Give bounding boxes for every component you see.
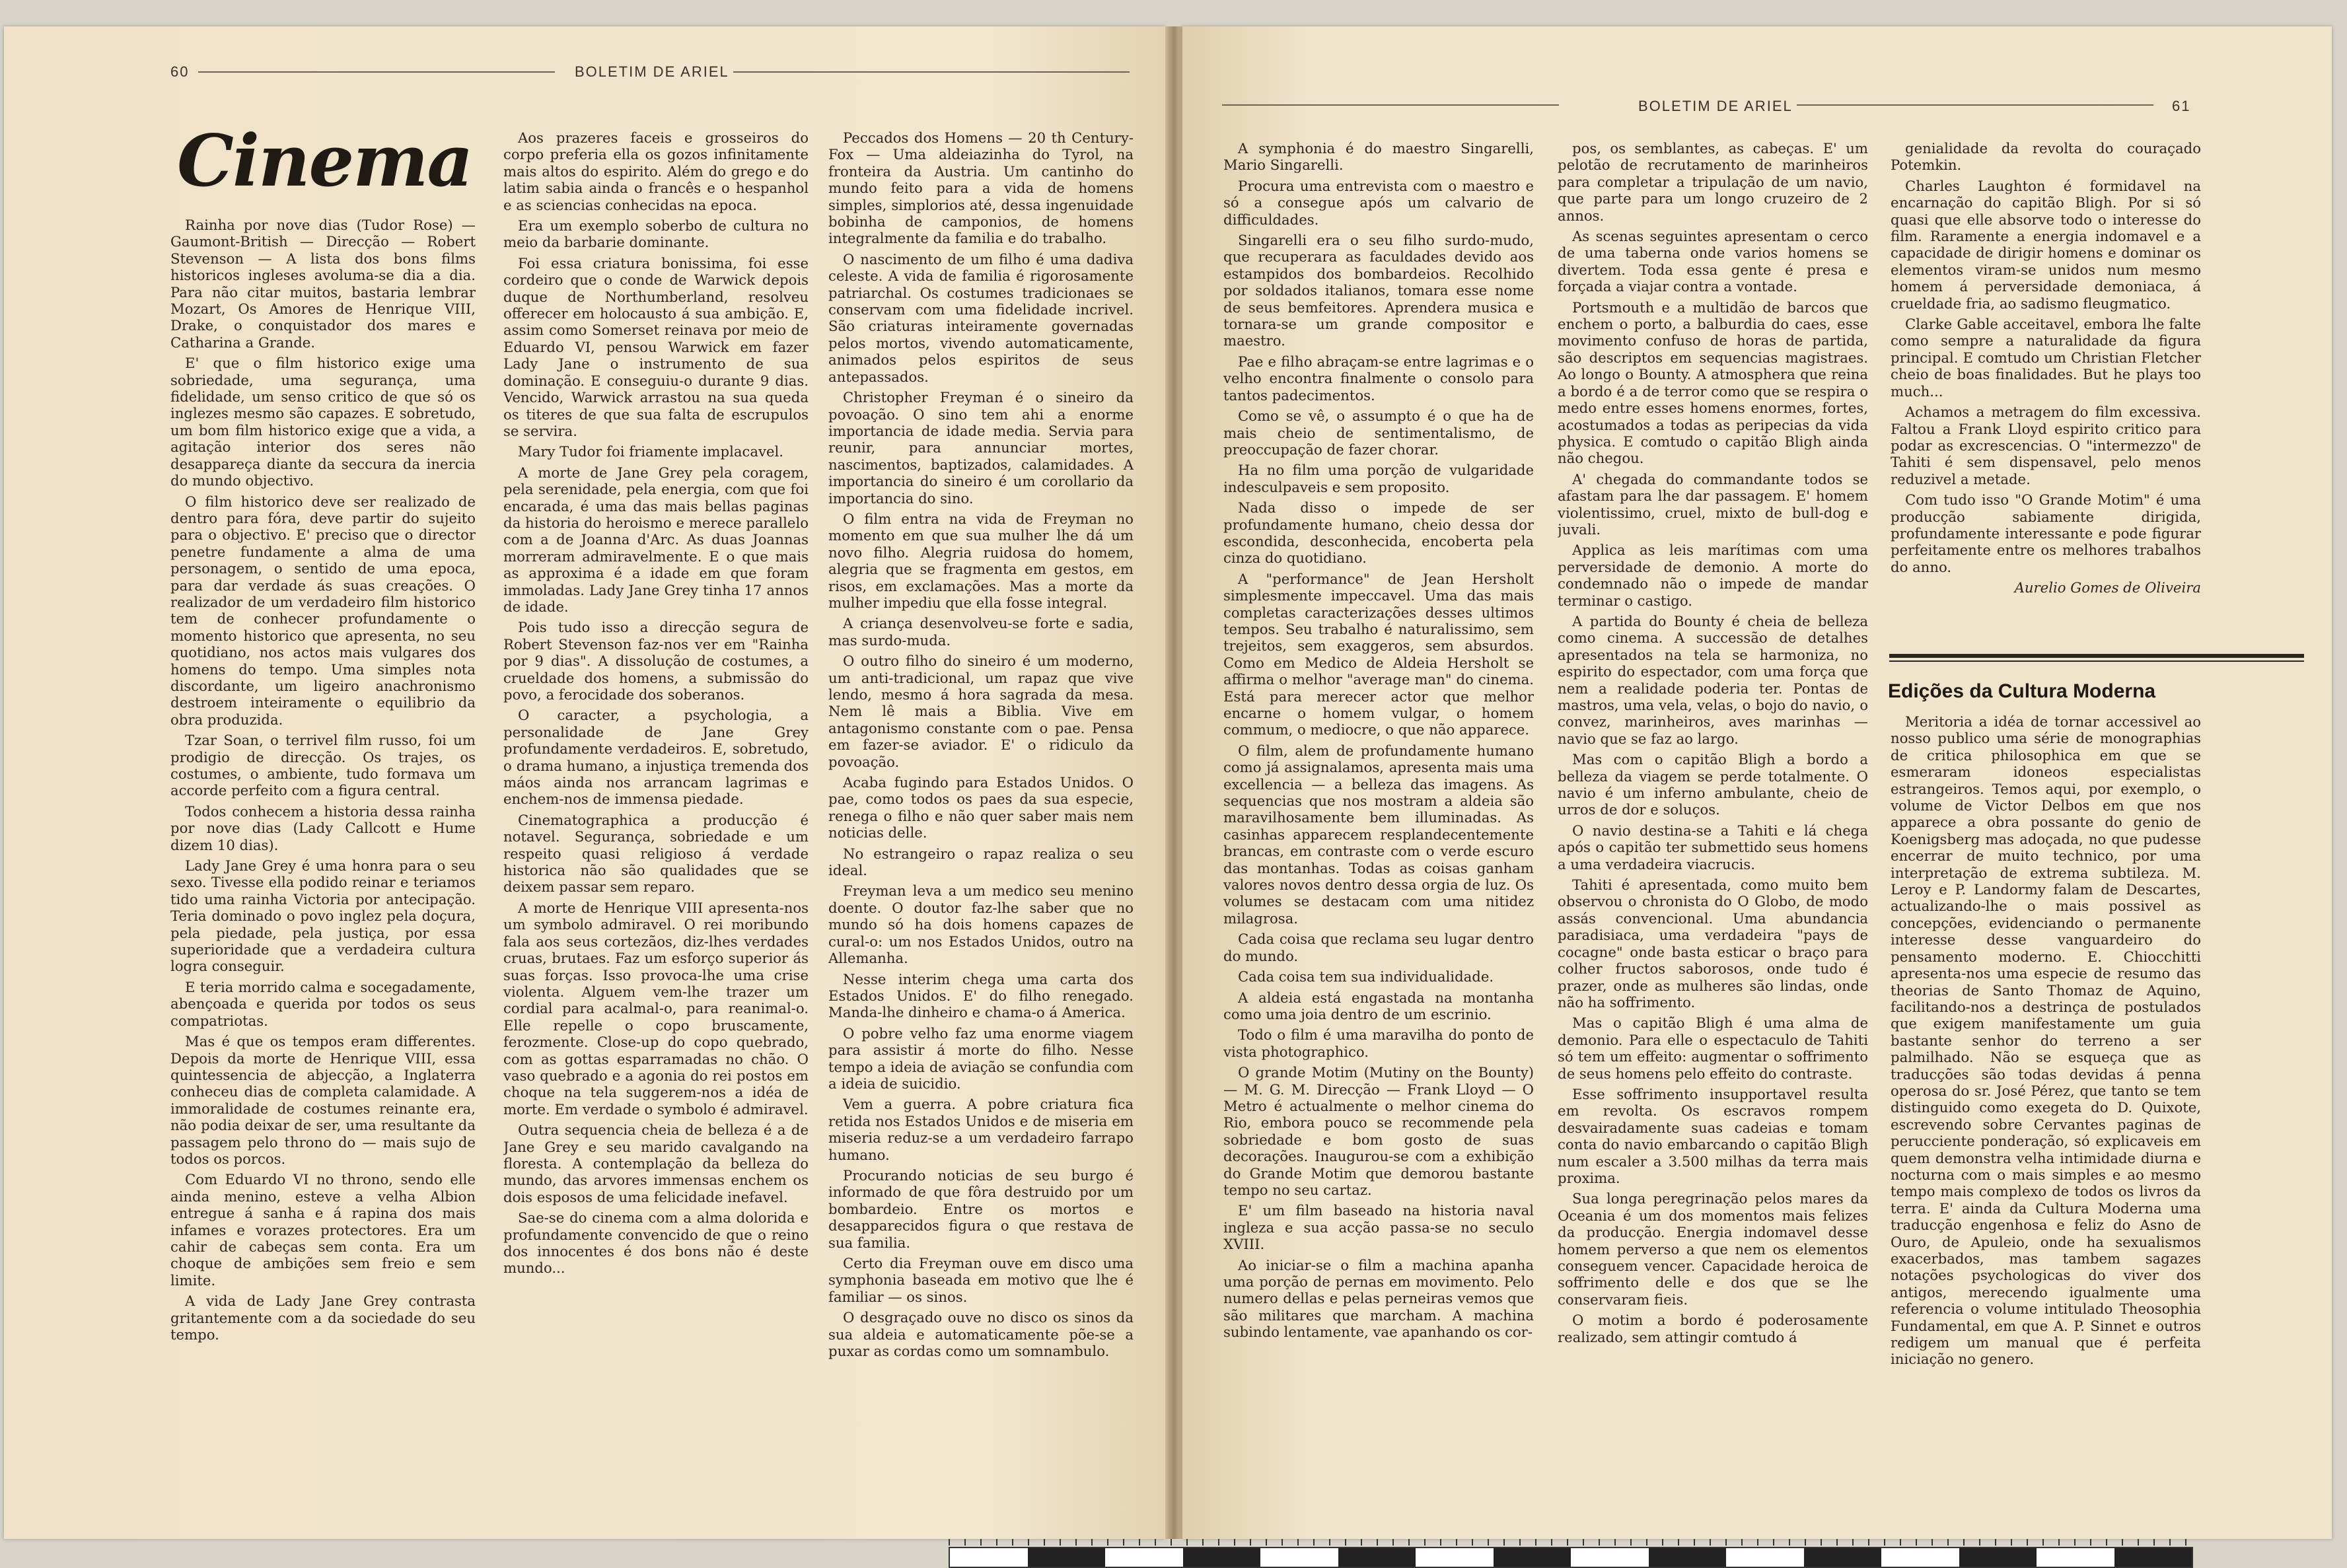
left-header-rule-b [733, 71, 1130, 73]
left-col2-paragraph: Sae-se do cinema com a alma dolorida e profundamente convencido de que o reino dos innocentes é dos bons não é deste mundo... [503, 1209, 809, 1277]
right-col2-paragraph: Mas o capitão Bligh é uma alma de demonio. Para elle o espectaculo de Tahiti só tem um effeito: augmentar o soffrimento de seus homens pelo effeito do contraste. [1558, 1015, 1868, 1082]
section-body [1891, 713, 2201, 1473]
right-col2-paragraph: pos, os semblantes, as cabeças. E' um pelotão de recrutamento de marinheiros para completar a tripulação de um navio, que parte para um longo cruzeiro de 2 annos. [1558, 140, 1868, 224]
right-col2-paragraph: Esse soffrimento insupportavel resulta em revolta. Os escravos rompem desvairadamente suas cadeias e tomam conta do navio embarcando o capitão Bligh num escaler a 3.500 milhas da terra mais proxima. [1558, 1085, 1868, 1186]
right-col1-paragraph: E' um film baseado na historia naval ingleza e sua acção passa-se no seculo XVIII. [1223, 1202, 1534, 1253]
left-col1-paragraph: O film historico deve ser realizado de dentro para fóra, deve partir do sujeito para o objectivo. E' preciso que o director penetre fundamente a alma de uma personagem, o sentido de uma epoca, para dar verdade ás suas creações. O realizador de um verdadeiro film historico tem de conhecer profundamente o momento historico que apresenta, no seu quotidiano, nos actos mais vulgares dos homens do tempo. Uma simples nota discordante, um ligeiro anachronismo destroem inteiramente o equilibrio da obra produzida. [170, 493, 476, 728]
right-col1-paragraph: Cada coisa tem sua individualidade. [1238, 968, 1494, 985]
left-page-number: 60 [170, 63, 190, 80]
right-col1-paragraph: A "performance" de Jean Hersholt simplesmente impeccavel. Uma das mais completas caracterizações desses ultimos tempos. Seu trabalho é naturalissimo, sem trejeitos, sem exaggeros, sem absurdos. Como em Medico de Aldeia Hersholt se affirma o melhor "average man" do cinema. Está para merecer actor que melhor encarne o homem vulgar, o homem commum, o mediocre, o que não apparece. [1223, 570, 1534, 738]
right-col1-paragraph: Todo o film é uma maravilha do ponto de vista photographico. [1223, 1026, 1534, 1060]
left-col3-paragraph: Christopher Freyman é o sineiro da povoação. O sino tem ahi a enorme importancia de idade media. Servia para reunir, para annunciar mortes, nascimentos, baptizados, calamidades. A importancia do sineiro é um corollario da importancia do sino. [828, 389, 1134, 507]
left-col1-paragraph: Com Eduardo VI no throno, sendo elle ainda menino, esteve a velha Albion entregue á sanha e á rapina dos mais infames e vorazes protectores. Era um cahir de cabeças sem conta. Era um choque de ambições sem freio e sem limite. [170, 1171, 476, 1289]
right-col1-paragraph: A aldeia está engastada na montanha como uma joia dentro de um escrinio. [1223, 989, 1534, 1022]
left-column-2 [503, 129, 809, 1419]
left-col2-paragraph: Era um exemplo soberbo de cultura no meio da barbarie dominante. [503, 217, 809, 251]
left-col2-paragraph: Foi essa criatura bonissima, foi esse cordeiro que o conde de Warwick depois duque de Northumberland, resolveu offerecer em holocausto á sua ambição. E, assim como Somerset reinava por meio de Eduardo VI, pensou Warwick em fazer Lady Jane o instrumento de sua dominação. E conseguiu-o durante 9 dias. Vencido, Warwick arrastou na sua queda os titeres de que sua falta de escrupulos se servira. [503, 254, 809, 439]
right-col1-paragraph: O grande Motim (Mutiny on the Bounty) — M. G. M. Direcção — Frank Lloyd — O Metro é actualmente o melhor cinema do Rio, embora pouco se recommende pela sobriedade e bom gosto de suas decorações. Inaugurou-se com a exhibição do Grande Motim que demorou bastante tempo no seu cartaz. [1223, 1064, 1534, 1198]
right-col2-paragraph: O navio destina-se a Tahiti e lá chega após o capitão ter submettido seus homens a uma verdadeira viacrucis. [1558, 822, 1868, 873]
left-col2-paragraph: A morte de Jane Grey pela coragem, pela serenidade, pela energia, com que foi encarada, é uma das mais bellas paginas da historia do heroismo e merece parallelo com a de Joanna d'Arc. As duas Joannas morreram admiravelmente. E o que mais as approxima é a idade em que foram immoladas. Lady Jane Grey tinha 17 annos de idade. [503, 464, 809, 615]
cinema-title: Cinema [177, 120, 472, 203]
left-col3-paragraph: O pobre velho faz uma enorme viagem para assistir á morte do filho. Nesse tempo a ideia de aviação se confundia com a ideia de suicidio. [828, 1024, 1134, 1092]
left-col3-paragraph: Certo dia Freyman ouve em disco uma symphonia baseada em motivo que lhe é familiar — os sinos. [828, 1255, 1134, 1305]
right-col1-paragraph: Ha no film uma porção de vulgaridade indesculpaveis e sem proposito. [1223, 462, 1534, 495]
right-col1-paragraph: Nada disso o impede de ser profundamente humano, cheio dessa dor escondida, desconhecida, encoberta pela cinza do quotidiano. [1223, 499, 1534, 567]
left-column-3 [828, 129, 1134, 1419]
scan-ruler [949, 1539, 2190, 1546]
left-col3-paragraph: A criança desenvolveu-se forte e sadia, mas surdo-muda. [828, 615, 1134, 649]
right-col2-paragraph: Sua longa peregrinação pelos mares da Oceania é um dos momentos mais felizes da producção. Energia indomavel desse homem perverso a que nem os elementos conseguem vencer. Capacidade heroica de soffrimento delle e dos que se lhe conservaram fieis. [1558, 1190, 1868, 1308]
right-col1-paragraph: Cada coisa que reclama seu lugar dentro do mundo. [1223, 931, 1534, 964]
scan-color-bar [949, 1547, 2193, 1568]
left-col1-paragraph: E teria morrido calma e socegadamente, abençoada e querida por todos os seus compatriotas. [170, 978, 476, 1029]
right-col2-paragraph: Tahiti é apresentada, como muito bem observou o chronista do O Globo, de modo assás convencional. Uma abundancia paradisiaca, uma verdadeira "pays de cocagne" onde basta esticar o braço para colher fructos saborosos, onde tudo é prazer, onde as mulheres são lindas, onde não ha soffrimento. [1558, 876, 1868, 1011]
right-col3-paragraph: genialidade da revolta do couraçado Potemkin. [1891, 140, 2201, 174]
right-col1-paragraph: Como se vê, o assumpto é o que ha de mais cheio de sentimentalismo, de preoccupação de fazer chorar. [1223, 408, 1534, 458]
left-running-head: BOLETIM DE ARIEL [575, 63, 729, 80]
right-col3-paragraph: Com tudo isso "O Grande Motim" é uma producção sabiamente dirigida, profundamente interessante e pode figurar perfeitamente entre os melhores trabalhos do anno. [1891, 491, 2201, 575]
right-col1-paragraph: Pae e filho abraçam-se entre lagrimas e o velho encontra finalmente o consolo para tantos padecimentos. [1223, 353, 1534, 404]
book-gutter [1165, 26, 1182, 1539]
left-col3-paragraph: O film entra na vida de Freyman no momento em que sua mulher lhe dá um novo filho. Alegria ruidosa do homem, alegria que se fragmenta em gestos, em risos, em exclamações. Mas a morte da mulher impediu que ella fosse integral. [828, 510, 1134, 611]
right-header-rule-a [1222, 104, 1559, 106]
left-col2-paragraph: O caracter, a psychologia, a personalidade de Jane Grey profundamente verdadeiros. E, sobretudo, o drama humano, a injustiça tremenda dos máos ainda nos arrancam lagrimas e enchem-nos de immensa piedade. [503, 707, 809, 808]
left-col3-paragraph: Acaba fugindo para Estados Unidos. O pae, como todos os paes da sua especie, renega o filho e não quer saber mais nem noticias delle. [828, 774, 1134, 841]
left-col1-paragraph: E' que o film historico exige uma sobriedade, uma segurança, uma fidelidade, um senso critico de que só os inglezes mesmo são capazes. E sobretudo, um bom film historico exige que a vida, a agitação interior dos seres não desappareça diante da seccura da inercia do mundo objectivo. [170, 355, 476, 489]
left-col3-paragraph: O desgraçado ouve no disco os sinos da sua aldeia e automaticamente põe-se a puxar as cordas como um somnambulo. [828, 1309, 1134, 1360]
left-col3-paragraph: Peccados dos Homens — 20 th Century-Fox — Uma aldeiazinha do Tyrol, na fronteira da Austria. Um cantinho do mundo feito para a vida de homens simples, simplorios até, dessa ingenuidade bobinha de camponios, de homens integralmente da familia e do trabalho. [828, 129, 1134, 247]
right-col1-paragraph: A symphonia é do maestro Singarelli, Mario Singarelli. [1223, 140, 1534, 174]
left-col2-paragraph: Pois tudo isso a direcção segura de Robert Stevenson faz-nos ver em "Rainha por 9 dias". A dissolução de costumes, a crueldade dos homens, a submissão do povo, a ferocidade dos soberanos. [503, 619, 809, 703]
left-col2-paragraph: A morte de Henrique VIII apresenta-nos um symbolo admiravel. O rei moribundo fala aos seus cortezãos, diz-lhes verdades cruas, brutaes. Faz um esforço superior ás suas forças. Isso provoca-lhe uma crise violenta. Alguem vem-lhe trazer um cordial para acalmal-o, para reanimal-o. Elle repelle o copo bruscamente, ferozmente. Close-up do copo quebrado, com as gottas esparramadas no chão. O vaso quebrado e a agonia do rei postos em choque na tela suggerem-nos a idéa de morte. Em verdade o symbolo é admiravel. [503, 899, 809, 1118]
right-col1-paragraph: Ao iniciar-se o film a machina apanha uma porção de pernas em movimento. Pelo numero dellas e pelas perneiras vemos que são militares que marcham. A machina subindo lentamente, vae apanhando os cor- [1223, 1256, 1534, 1341]
left-col1-paragraph: Todos conhecem a historia dessa rainha por nove dias (Lady Callcott e Hume dizem 10 dias). [170, 802, 476, 853]
right-col2-paragraph: As scenas seguintes apresentam o cerco de uma taberna onde varios homens se divertem. Toda essa gente é presa e forçada a viajar contra a vontade. [1558, 228, 1868, 295]
section-paragraph: Meritoria a idéa de tornar accessivel ao nosso publico uma série de monographias de critica philosophica em que se esmeraram idoneos especialistas estrangeiros. Temos aqui, por exemplo, o volume de Victor Delbos em que nos apparece a obra possante do genio de Koenigsberg mas adoçada, no que pudesse encerrar de muito technico, por uma interpretação de extrema subtileza. M. Leroy e P. Landormy falam de Descartes, actualizando-lhe o mais possivel as concepções, evidenciando o permanente interesse desse vanguardeiro do pensamento moderno. E. Chiocchitti apresenta-nos uma especie de resumo das theorias de Santo Thomaz de Aquino, facilitando-nos a destrinça de postulados que exigem manifestamente um guia bastante senhor do terreno a ser palmilhado. Não se esqueça que as traducções são todas devidas á penna operosa do sr. José Pérez, que tanto se tem distinguido como exegeta do D. Quixote, escrevendo sobre Cervantes paginas de perucciente ponderação, só explicaveis em quem demonstra velha intimidade diurna e nocturna com o mais simples e ao mesmo tempo mais complexo de todos os livros da terra. E' ainda da Cultura Moderna uma traducção engenhosa e feliz do Asno de Ouro, de Apuleio, onde ha sexualismos exacerbados, mas tambem sagazes notações psychologicas do viver dos antigos, merecendo igualmente uma referencia o volume intitulado Theosophia Fundamental, em que A. P. Sinnet e outros redigem um manual que é perfeita iniciação no genero. [1891, 713, 2201, 1368]
right-col2-paragraph: Applica as leis marítimas com uma perversidade de demonio. A morte do condemnado não o impede de mandar terminar o castigo. [1558, 542, 1868, 609]
right-col2-paragraph: Mas com o capitão Bligh a bordo a belleza da viagem se perde totalmente. O navio é um inferno ambulante, cheio de urros de dor e soluços. [1558, 751, 1868, 818]
right-column-2 [1558, 140, 1868, 1474]
left-column-1 [170, 217, 476, 1419]
right-col2-paragraph: A partida do Bounty é cheia de belleza como cinema. A successão de detalhes apresentados na tela se harmoniza, no espirito do espectador, com uma força que nem a realidade poderia ter. Pontas de mastros, uma vela, velas, o bojo do navio, o convez, marinheiros, aves marinhas — navio que se faz ao largo. [1558, 612, 1868, 747]
right-col2-paragraph: A' chegada do commandante todos se afastam para lhe dar passagem. E' homem violentissimo, cruel, mixto de bull-dog e juvali. [1558, 470, 1868, 538]
left-col3-paragraph: No estrangeiro o rapaz realiza o seu ideal. [828, 845, 1134, 879]
right-page-number: 61 [2172, 98, 2191, 114]
section-divider-thick [1889, 654, 2304, 658]
right-col1-paragraph: Procura uma entrevista com o maestro e só a consegue após um calvario de difficuldades. [1223, 177, 1534, 228]
left-col1-paragraph: Rainha por nove dias (Tudor Rose) — Gaumont-British — Direcção — Robert Stevenson — A lista dos bons films historicos ingleses avoluma-se dia a dia. Para não citar muitos, bastaria lembrar Mozart, Os Amores de Henrique VIII, Drake, o conquistador dos mares e Catharina a Grande. [170, 217, 476, 351]
left-col3-paragraph: Nesse interim chega uma carta dos Estados Unidos. E' do filho renegado. Manda-lhe dinheiro e chama-o á America. [828, 970, 1134, 1021]
right-col1-paragraph: Singarelli era o seu filho surdo-mudo, que recuperara as faculdades devido aos estampidos dos bombardeios. Recolhido por soldados italianos, tomara esse nome de seus bemfeitores. Aprendera musica e tornara-se um grande compositor e maestro. [1223, 232, 1534, 349]
left-col3-paragraph: Freyman leva a um medico seu menino doente. O doutor faz-lhe saber que no mundo só ha dois homens capazes de cural-o: um nos Estados Unidos, outro na Allemanha. [828, 882, 1134, 967]
right-header-rule-b [1797, 104, 2153, 106]
right-col3-paragraph: Clarke Gable acceitavel, embora lhe falte como sempre a naturalidade da figura principal. E comtudo um Christian Fletcher cheio de boas finalidades. But he plays too much... [1891, 316, 2201, 400]
left-col3-paragraph: O outro filho do sineiro é um moderno, um anti-tradicional, um rapaz que vive lendo, mesmo á hora sagrada da mesa. Nem lê mais a Biblia. Vive em antagonismo constante com o pae. Pensa em fazer-se aviador. E' o ridiculo da povoação. [828, 653, 1134, 770]
left-col1-paragraph: Tzar Soan, o terrivel film russo, foi um prodigio de direcção. Os trajes, os costumes, o ambiente, tudo formava um accorde perfeito com a figura central. [170, 732, 476, 799]
right-col3-paragraph: Achamos a metragem do film excessiva. Faltou a Frank Lloyd espirito critico para podar as excrescencias. O "intermezzo" de Tahiti é sem dispensavel, pelo menos reduzivel a metade. [1891, 404, 2201, 487]
left-col3-paragraph: Procurando noticias de seu burgo é informado de que fôra destruido por um bombardeio. Entre os mortos e desapparecidos figura o que restava de sua familia. [828, 1166, 1134, 1251]
right-running-head: BOLETIM DE ARIEL [1638, 98, 1793, 114]
right-column-3 [1891, 140, 2201, 629]
left-col3-paragraph: Vem a guerra. A pobre criatura fica retida nos Estados Unidos e de miseria em miseria reduz-se a um verdadeiro farrapo humano. [828, 1096, 1134, 1163]
right-col3-paragraph: Charles Laughton é formidavel na encarnação do capitão Bligh. Por si só quasi que elle absorve todo o interesse do film. Raramente a energia indomavel e a capacidade de dirigir homens e dominar os elementos viram-se unidos num mesmo homem á perversidade demoniaca, á crueldade fria, ao sadismo fleugmatico. [1891, 177, 2201, 312]
left-col1-paragraph: Lady Jane Grey é uma honra para o seu sexo. Tivesse ella podido reinar e teriamos tido uma rainha Victoria por antecipação. Teria dominado o povo inglez pela doçura, pela piedade, pela justiça, por essa superioridade que a verdadeira cultura logra conseguir. [170, 857, 476, 975]
left-col1-paragraph: Mas é que os tempos eram differentes. Depois da morte de Henrique VIII, essa quintessencia de abjecção, a Inglaterra conheceu dias de completa calamidade. A immoralidade de costumes reinante era, não podia deixar de ser, uma resultante da passagem pelo throno do — mais sujo de todos os porcos. [170, 1033, 476, 1167]
right-col2-paragraph: O motim a bordo é poderosamente realizado, sem attingir comtudo á [1558, 1312, 1868, 1345]
left-header-rule-a [198, 71, 555, 73]
right-col1-paragraph: O film, alem de profundamente humano como já assignalamos, apresenta mais uma excellencia — a belleza das imagens. As sequencias que nos mostram a aldeia são maravilhosamente bem illuminadas. As casinhas apparecem resplandecentemente brancas, em contraste com o verde escuro das montanhas. Todas as coisas ganham valores novos dentro dessa orgia de luz. Os volumes se destacam com uma nitidez milagrosa. [1223, 742, 1534, 927]
section-divider-thin [1889, 660, 2304, 662]
section-title: Edições da Cultura Moderna [1888, 680, 2156, 702]
left-col2-paragraph: Cinematographica a producção é notavel. Segurança, sobriedade e um respeito quasi religioso á verdade historica não são qualidades que se deixem passar sem reparo. [503, 811, 809, 896]
left-col3-paragraph: O nascimento de um filho é uma dadiva celeste. A vida de familia é rigorosamente patriarchal. Os costumes tradicionaes se conservam com uma fidelidade incrivel. São criaturas inteiramente governadas pelos mortos, vivendo automaticamente, animados pelos espiritos de seus antepassados. [828, 250, 1134, 385]
left-col2-paragraph: Outra sequencia cheia de belleza é a de Jane Grey e seu marido cavalgando na floresta. A contemplação da belleza do mundo, das arvores immensas enchem os dois esposos de uma felicidade inefavel. [503, 1122, 809, 1205]
left-col2-paragraph: Mary Tudor foi friamente implacavel. [518, 443, 784, 460]
author-signature: Aurelio Gomes de Oliveira [2014, 579, 2201, 596]
left-col2-paragraph: Aos prazeres faceis e grosseiros do corpo preferia ella os gozos infinitamente mais altos do espirito. Além do grego e do latim sabia ainda o francês e o hespanhol e as sciencias conhecidas na epoca. [503, 129, 809, 213]
right-col2-paragraph: Portsmouth e a multidão de barcos que enchem o porto, a balburdia do caes, esse movimento confuso de horas de partida, são descriptos em sequencias magistraes. Ao longo o Bounty. A atmosphera que reina a bordo é a de terror como que se respira o medo entre esses homens enormes, fortes, acostumados a todas as peripecias da vida physica. E comtudo o capitão Bligh ainda não chegou. [1558, 299, 1868, 467]
left-col1-paragraph: A vida de Lady Jane Grey contrasta gritantemente com a da sociedade do seu tempo. [170, 1293, 476, 1343]
right-column-1 [1223, 140, 1534, 1474]
